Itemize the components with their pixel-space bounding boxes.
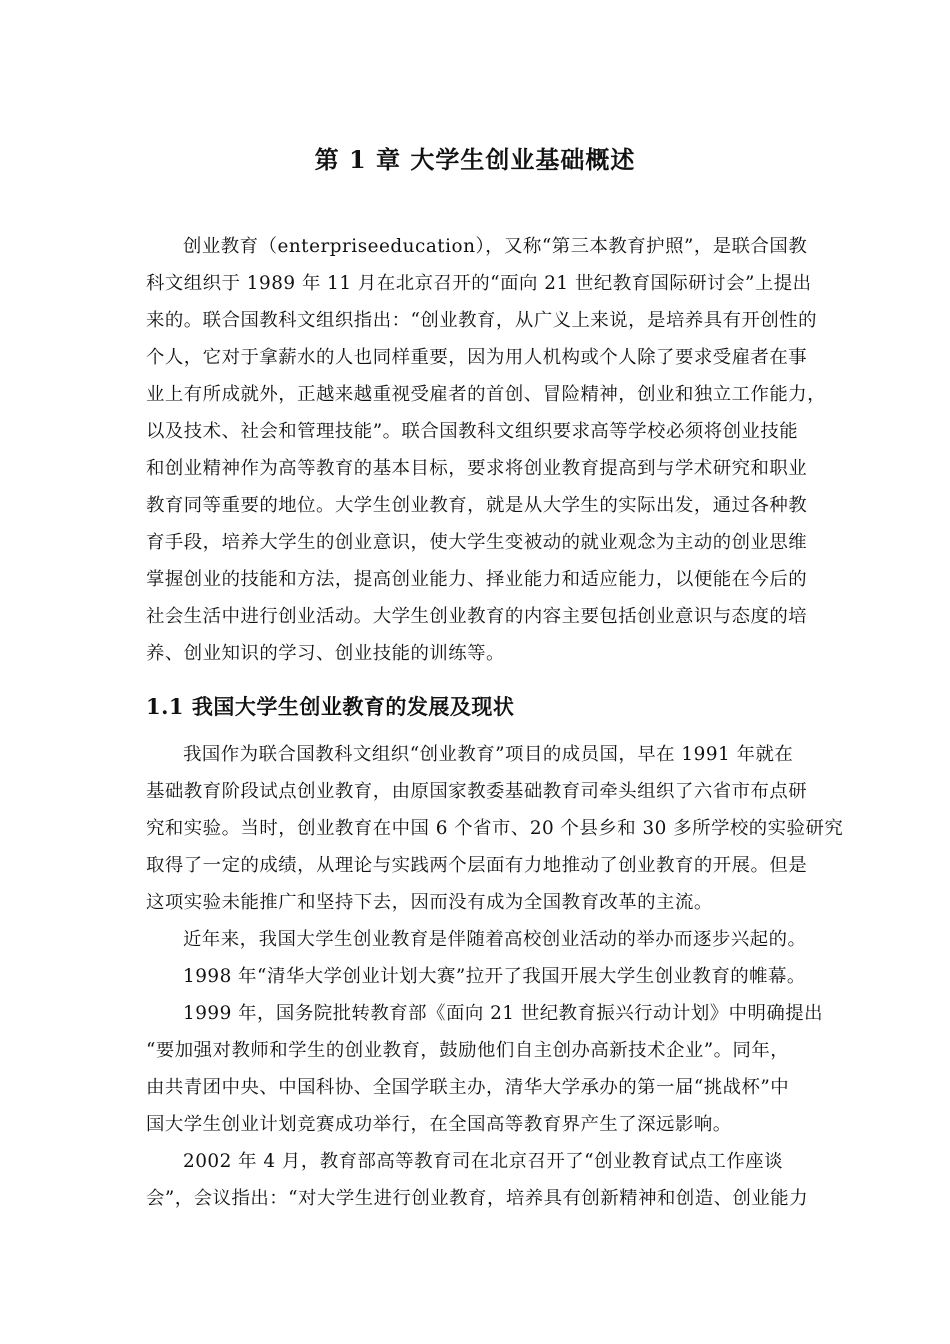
paragraph-line: 和创业精神作为高等教育的基本目标，要求将创业教育提高到与学术研究和职业 <box>146 458 808 479</box>
paragraph-line: 究和实验。当时，创业教育在中国 6 个省市、20 个县乡和 30 多所学校的实验研究 <box>146 818 844 839</box>
paragraph-line: 近年来，我国大学生创业教育是伴随着高校创业活动的举办而逐步兴起的。 <box>183 929 807 950</box>
paragraph-line: 养、创业知识的学习、创业技能的训练等。 <box>146 643 505 664</box>
paragraph-line: 教育同等重要的地位。大学生创业教育，就是从大学生的实际出发，通过各种教 <box>146 495 808 516</box>
paragraph-line: 个人，它对于拿薪水的人也同样重要，因为用人机构或个人除了要求受雇者在事 <box>146 347 808 368</box>
paragraph-line: 科文组织于 1989 年 11 月在北京召开的“面向 21 世纪教育国际研讨会”上提出 <box>146 273 812 294</box>
paragraph-line: 业上有所成就外，正越来越重视受雇者的首创、冒险精神，创业和独立工作能力， <box>146 384 827 405</box>
paragraph-line: 创业教育（enterpriseeducation），又称“第三本教育护照”，是联合国教 <box>183 236 808 257</box>
paragraph-line: 取得了一定的成绩，从理论与实践两个层面有力地推动了创业教育的开展。但是 <box>146 855 808 876</box>
paragraph-line: 由共青团中央、中国科协、全国学联主办，清华大学承办的第一届“挑战杯”中 <box>146 1077 790 1098</box>
paragraph-line: 社会生活中进行创业活动。大学生创业教育的内容主要包括创业意识与态度的培 <box>146 606 808 627</box>
section-title: 1.1 我国大学生创业教育的发展及现状 <box>146 694 515 719</box>
paragraph-line: 1998 年“清华大学创业计划大赛”拉开了我国开展大学生创业教育的帷幕。 <box>183 966 806 987</box>
intro-paragraph <box>146 228 827 672</box>
paragraph-line: 掌握创业的技能和方法，提高创业能力、择业能力和适应能力，以便能在今后的 <box>146 569 808 590</box>
paragraph-line: 1999 年，国务院批转教育部《面向 21 世纪教育振兴行动计划》中明确提出 <box>183 1003 824 1024</box>
section-body <box>146 736 844 1217</box>
paragraph-line: 育手段，培养大学生的创业意识，使大学生变被动的就业观念为主动的创业思维 <box>146 532 808 553</box>
paragraph-line: 基础教育阶段试点创业教育，由原国家教委基础教育司牵头组织了六省市布点研 <box>146 781 808 802</box>
paragraph-line: 会”，会议指出：“对大学生进行创业教育，培养具有创新精神和创造、创业能力 <box>146 1188 809 1209</box>
paragraph-line: 以及技术、社会和管理技能”。联合国教科文组织要求高等学校必须将创业技能 <box>146 421 799 442</box>
paragraph-line: 2002 年 4 月，教育部高等教育司在北京召开了“创业教育试点工作座谈 <box>183 1151 783 1172</box>
paragraph-line: 这项实验未能推广和坚持下去，因而没有成为全国教育改革的主流。 <box>146 892 713 913</box>
paragraph-line: 来的。联合国教科文组织指出：“创业教育，从广义上来说，是培养具有开创性的 <box>146 310 818 331</box>
paragraph-line: 国大学生创业计划竞赛成功举行，在全国高等教育界产生了深远影响。 <box>146 1114 732 1135</box>
paragraph-line: “要加强对教师和学生的创业教育，鼓励他们自主创办高新技术企业”。同年， <box>146 1040 790 1061</box>
paragraph-line: 我国作为联合国教科文组织“创业教育”项目的成员国，早在 1991 年就在 <box>183 744 794 765</box>
chapter-title: 第 1 章 大学生创业基础概述 <box>314 145 636 174</box>
